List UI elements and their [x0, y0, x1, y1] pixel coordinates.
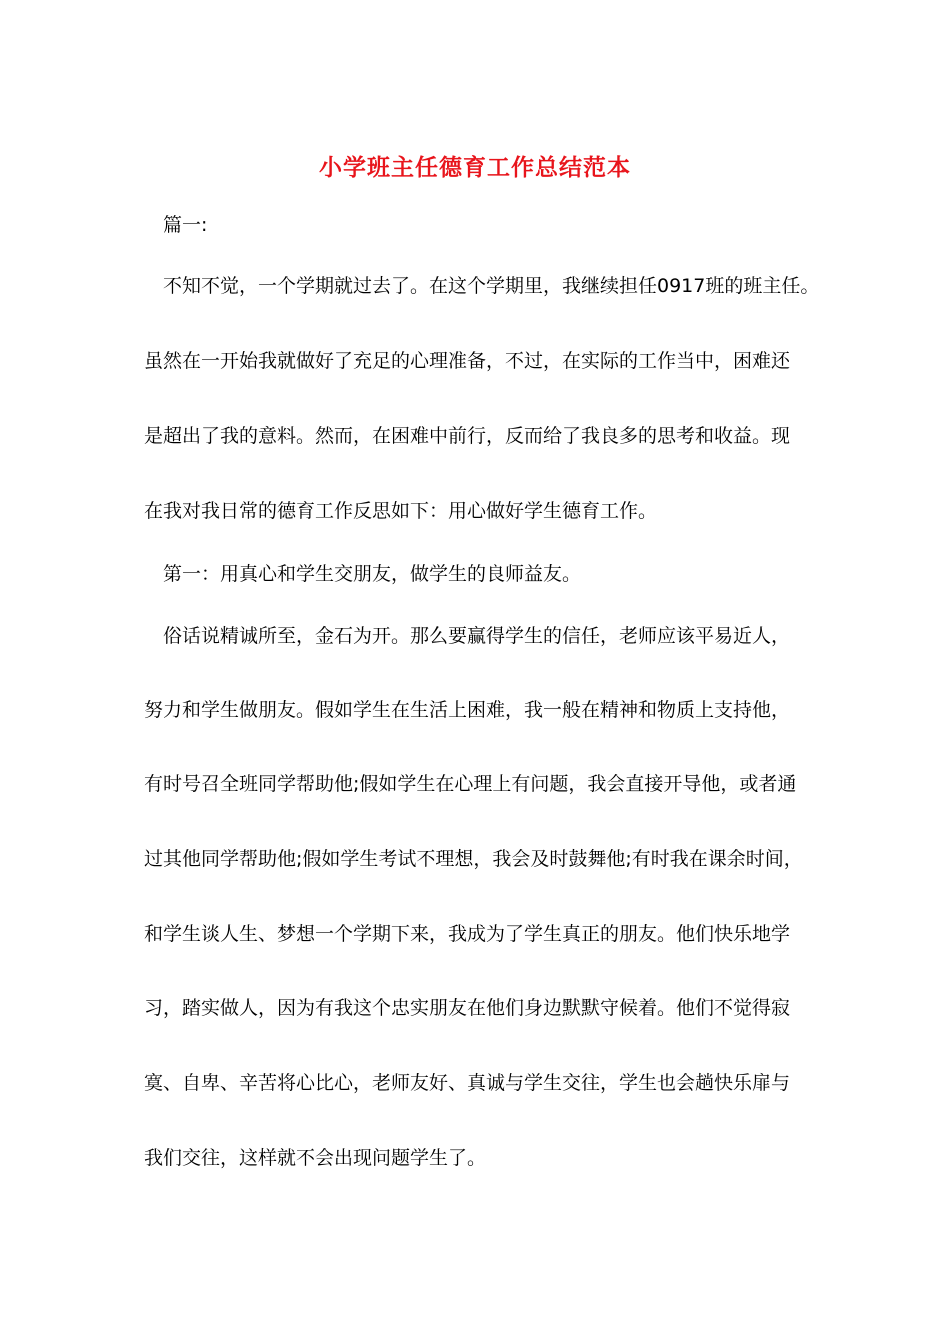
paragraph-2-line-3: 有时号召全班同学帮助他;假如学生在心理上有问题，我会直接开导他，或者通: [144, 773, 797, 795]
paragraph-2-line-5: 和学生谈人生、梦想一个学期下来，我成为了学生真正的朋友。他们快乐地学: [144, 923, 791, 945]
paragraph-2-line-2: 努力和学生做朋友。假如学生在生活上困难，我一般在精神和物质上支持他，: [144, 699, 791, 721]
paragraph-2-line-1: 俗话说精诚所至，金石为开。那么要赢得学生的信任，老师应该平易近人，: [163, 625, 791, 647]
paragraph-2-line-7: 寞、自卑、辛苦将心比心，老师友好、真诚与学生交往，学生也会趟快乐扉与: [144, 1072, 791, 1094]
paragraph-1-line-2: 虽然在一开始我就做好了充足的心理准备，不过，在实际的工作当中，困难还: [144, 350, 791, 372]
paragraph-1-line-4: 在我对我日常的德育工作反思如下：用心做好学生德育工作。: [144, 500, 658, 522]
paragraph-1-line-1: 不知不觉，一个学期就过去了。在这个学期里，我继续担任0917班的班主任。: [163, 275, 820, 297]
paragraph-1-line-3: 是超出了我的意料。然而，在困难中前行，反而给了我良多的思考和收益。现: [144, 425, 791, 447]
paragraph-2-line-8: 我们交往，这样就不会出现问题学生了。: [144, 1147, 487, 1169]
document-title: 小学班主任德育工作总结范本: [319, 154, 631, 181]
point-1-heading: 第一：用真心和学生交朋友，做学生的良师益友。: [163, 563, 582, 585]
section-heading: 篇一:: [163, 214, 208, 236]
paragraph-2-line-4: 过其他同学帮助他;假如学生考试不理想，我会及时鼓舞他;有时我在课余时间，: [144, 848, 803, 870]
paragraph-2-line-6: 习，踏实做人，因为有我这个忠实朋友在他们身边默默守候着。他们不觉得寂: [144, 997, 791, 1019]
